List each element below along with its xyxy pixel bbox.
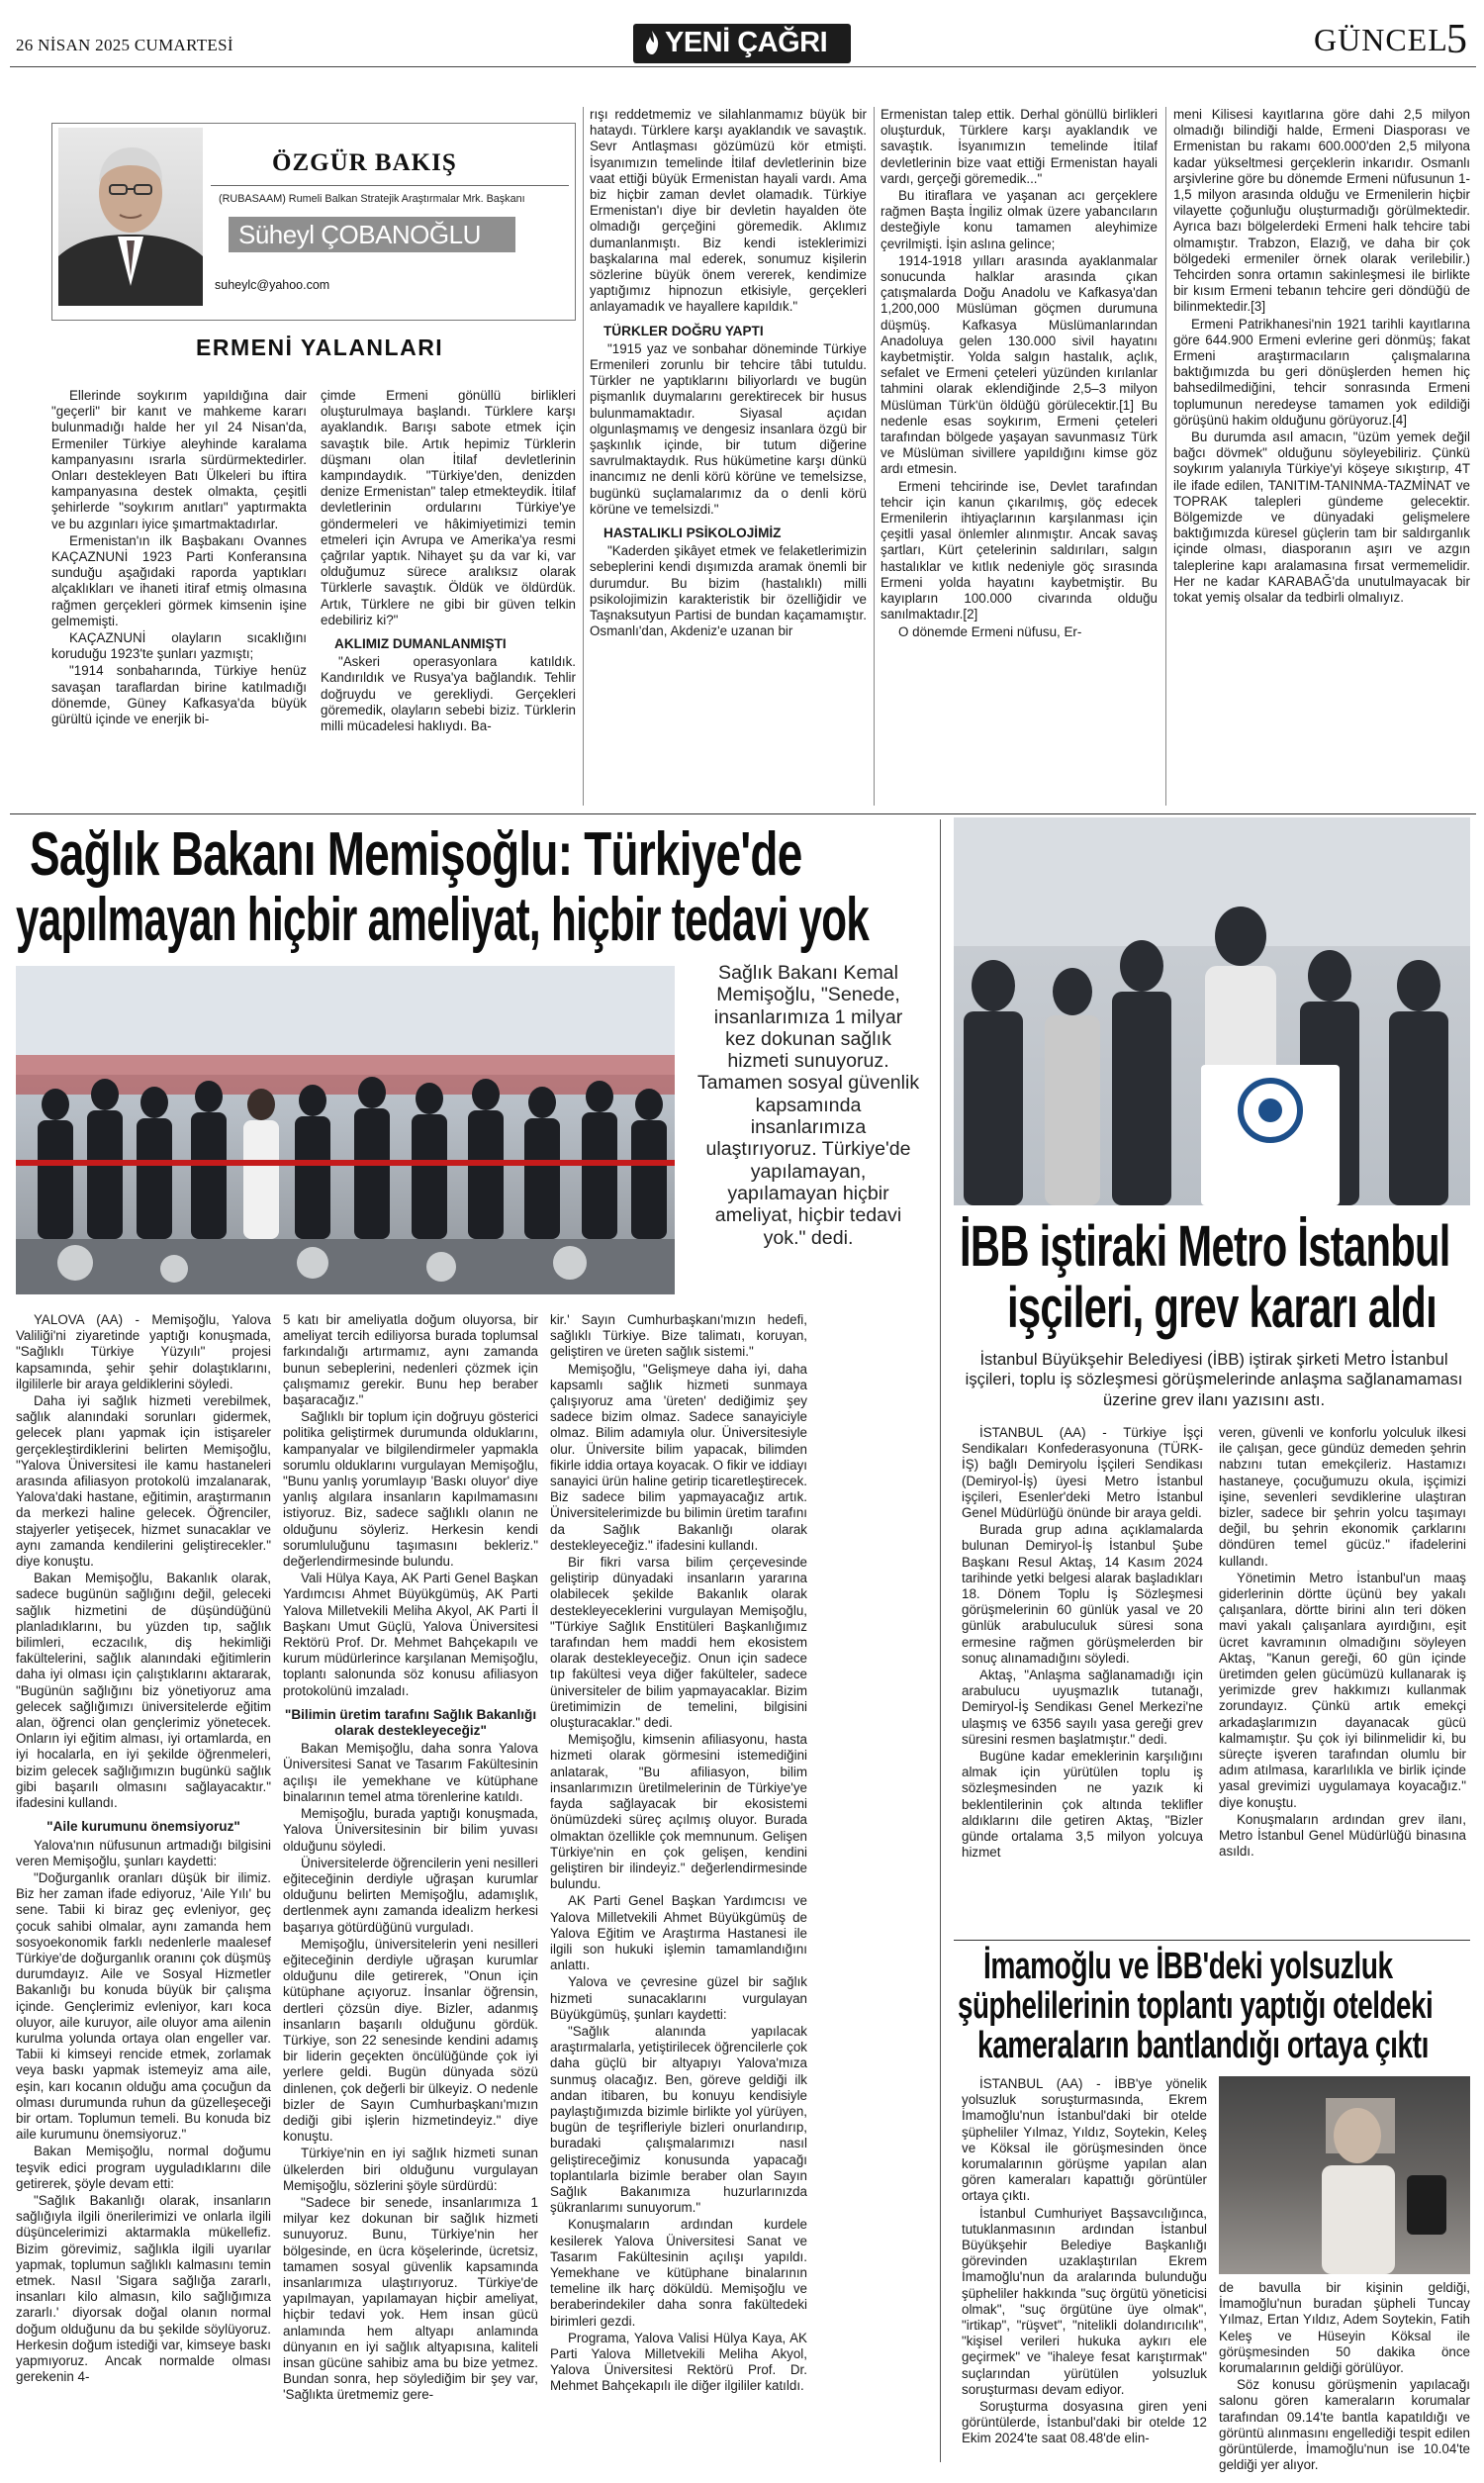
masthead xyxy=(0,0,1484,63)
paragraph: de bavulla bir kişinin geldiği, İmamoğlu'nun buradan şüpheli Tuncay Yılmaz, Ertan Yıldız, Adem Soytekin, Fatih Keleş ve Hüseyin Köksal ile görüşmesinden 50 dakika önce korumalarının geldiği görülüyor. xyxy=(1219,2280,1470,2376)
section-name: GÜNCEL xyxy=(1314,22,1448,57)
paragraph: Ermenistan'ın ilk Başbakanı Ovannes KAÇAZNUNİ 1923 Parti Konferansına sunduğu aşağıdaki raporda yaptıkları alçaklıkları ve ihaneti itiraf etmiş olmasına rağmen gerçekleri görmek kimsenin işine gelmemişti. xyxy=(51,532,307,628)
author-email: suheylc@yahoo.com xyxy=(215,278,330,292)
paragraph: YALOVA (AA) - Memişoğlu, Yalova Valiliği'ni ziyaretinde yaptığı konuşmada, "Sağlıklı Türkiye Yüzyılı" projesi kapsamında, şehir şehir dolaştıklarını, ilgililerle bir araya geldiklerini söyledi. xyxy=(16,1312,271,1391)
masthead-rule xyxy=(10,66,1476,67)
page-number: 5 xyxy=(1446,17,1467,62)
column-divider xyxy=(583,107,584,806)
paragraph: "1915 yaz ve sonbahar döneminde Türkiye Ermenileri zorunlu bir tehcire tâbi tutuldu. Türkler ne yaptıklarını biliyorlardı ve bugün pişmanlık duymalarını gerektirecek bir husus bulunmamaktadır. Siyasal açıdan olgunlaşmamış ve dengesiz insanlara özgü bir şaşkınlık içinde, bir tutum diğerine savrulmaktaydık. Rus hükümetine karşı dünkü inancımız ne denli körü körüne ve temelsizse, bugünkü suçlamalarımız da o denli körü körüne ve temelsizdi." xyxy=(590,340,867,517)
author-portrait-icon xyxy=(58,128,203,306)
imamoglu-headline-line1: İmamoğlu ve İBB'deki yolsuzluk xyxy=(983,1946,1393,1987)
imamoglu-col2 xyxy=(1219,2280,1470,2474)
column-col5 xyxy=(1173,107,1470,607)
health-subheading: "Bilimin üretim tarafını Sağlık Bakanlığı olarak destekleyeceğiz" xyxy=(284,1706,537,1739)
column-header-rule xyxy=(211,185,569,186)
paragraph: "1914 sonbaharında, Türkiye henüz savaşan taraflardan birine katılmadığı dönemde, Güney Kafkasya'da büyük gürültü içinde ve enerjik bi- xyxy=(51,663,307,727)
column-header: ÖZGÜR BAKIŞ xyxy=(272,149,457,176)
paragraph: Bir fikri varsa bilim çerçevesinde geliştirip dünyadaki insanların yararına olabilecek şekilde Bakanlık olarak destekleyeceklerini vurgulayan Memişoğlu, "Türkiye Sağlık Enstitüleri Başkanlığımız tarafından hem maddi hem ekosistem olarak destekleyeceğiz. Onun için sadece tıp fakültesi veya diğer fakülteler, sadece üniversiteler de bilim yapmayacaklar. Bizim üretimimizin de temelini, bilgisini oluşturacaklar." dedi. xyxy=(550,1555,807,1731)
paragraph: Konuşmaların ardından grev ilanı, Metro İstanbul Genel Müdürlüğü binasına asıldı. xyxy=(1219,1811,1466,1860)
column-col3 xyxy=(590,107,867,641)
hotel-camera-photo xyxy=(1219,2076,1470,2274)
paragraph: veren, güvenli ve konforlu yolculuk ilkesi ile çalışan, gece gündüz demeden şehrin nabzını tutan emekçileriz. Hastamızı hastaneye, çocuğumuzu okula, işçimizi işine, sevenleri sevdiklerine ulaştıran bizler, sadece bir şehrin yolcu taşımayı değil, bu şehrin ekonomik çarklarını döndüren temel gücüz." ifadelerini kullandı. xyxy=(1219,1425,1466,1569)
column-subheading: AKLIMIZ DUMANLANMIŞTI xyxy=(334,636,507,652)
workers-crowd-icon xyxy=(954,817,1470,1205)
paragraph: Soruşturma dosyasına giren yeni görüntülerde, İstanbul'daki bir otelde 12 Ekim 2024'te saat 08.48'de elin- xyxy=(962,2399,1207,2446)
health-headline-line2: yapılmayan hiçbir ameliyat, hiçbir tedavi yok xyxy=(16,886,870,954)
column-subheading: TÜRKLER DOĞRU YAPTI xyxy=(603,323,764,338)
paragraph: "Sadece bir senede, insanlarımıza 1 milyar kez dokunan bir sağlık hizmeti sunuyoruz. Bunu, Türkiye'nin her bölgesinde, en ücra köşelerinde, ücretsiz, tamamen sosyal güvenlik kapsamında insanlarımıza ulaştırıyoruz. Türkiye'de yapılmayan, yapılamayan hiçbir ameliyat, hiçbir tedavi yok. Hem insan gücü anlamında hem altyapı anlamında dünyanın en iyi sağlık altyapısına, kaliteli insan gücüne sahibiz ama bu bize yetmez. Bundan sonra, hep söylediğim bir şey var, 'Sağlıkta üretmemiz gere- xyxy=(283,2194,538,2403)
paragraph: kir.' Sayın Cumhurbaşkanı'mızın hedefi, sağlıklı Türkiye. Bize talimatı, koruyan, geliştiren ve üreten sağlık sistemi." xyxy=(550,1312,807,1360)
flame-icon xyxy=(643,30,661,55)
paragraph: rışı reddetmemiz ve silahlanmamız büyük bir hataydı. Türklere karşı ayaklandık ve savaştık. Sevr Antlaşması gözümüzü kör etmişti. İsyanımızın temelinde İtilaf devletlerinin bize vaat ettiği büyük Ermenistan hayali vardı. Ama biz hiçbir zaman devlet olamadık. Türkiye Ermenistan'ı diye bir devletin hayalden öte olmadığı gerçeğini göremedik. Aklımız dumanlanmıştı. Biz kendi isteklerimizi başkalarına mal ederek, sonumuz kişilerin sözlerine büyük önem vererek, kendimize yaptığımız hipnozun etkisiyle, gerçekleri anlayamadık ve hayallere kapıldık." xyxy=(590,107,867,315)
health-col3 xyxy=(550,1312,807,2396)
paragraph: Burada grup adına açıklamalarda bulunan Demiryol-İş İstanbul Şube Başkanı Resul Aktaş, 14 Kasım 2024 tarihinde yetki belgesi alarak başladıkları 18. Dönem Toplu İş Sözleşmesi görüşmelerinin 60 günlük yasal ve 20 günlük arabuluculuk süresi sona ermesine rağmen görüşmelerden bir sonuç alınamadığını söyledi. xyxy=(962,1522,1203,1666)
logo-text: YENİ ÇAĞRI xyxy=(665,27,828,58)
paragraph: Ermenistan talep ettik. Derhal gönüllü birlikleri oluşturduk, Türklere karşı ayaklandık ve savaştık. İsyanımızın temelinde İtilaf devletlerinin bize vaat ettiği Ermenistan hayali vardı, gerçeği göremedik..." xyxy=(881,107,1158,186)
paragraph: Yönetimin Metro İstanbul'un maaş giderlerinin dörtte üçünü bey yakalı çalışanlara, dörtte birini alın teri döken mavi yakalı çalışanlara ayırdığını, eşit ücret kavramının olmadığını söyleyen Aktaş, "Kanun gereği, 60 gün içinde üretimden gelen gücümüzü kullanarak iş yerimizde grev hakkımızı kullanmak zorundayız. Çünkü artık emekçi arkadaşlarımızın dayanacak gücü kalmamıştır. Şu çok iyi bilinmelidir ki, bu süreçte işveren tarafından olumlu bir adım atılmasa, kararlılıkla ve birlik içinde yasal grevimizi uygulamaya koyacağız." diye konuştu. xyxy=(1219,1570,1466,1810)
paragraph: Memişoğlu, "Gelişmeye daha iyi, daha kapsamlı sağlık hizmeti sunmaya çalışıyoruz ama 'üreten' dediğimiz şey sadece bizim olmaz. Sadece sanayiciyle olmaz. Bilim adamıyla olur. Üniversitesiyle olur. Üniversite bilim yapacak, bilimden fikirle iddia ortaya koyacak. O fikir ve iddiayı sanayici ürün haline getirip ticaretleştirecek. Biz sadece bilim yapmayacağız artık. Üniversitelerimizde bu bilimin üretim tarafını da Sağlık Bakanlığı olarak destekleyeceğiz." ifadesini kullandı. xyxy=(550,1361,807,1553)
paragraph: Bu itiraflara ve yaşanan acı gerçeklere rağmen Başta İngiliz olmak üzere yabancıların desteğiyle konu tamamen aleyhimize çevrilmişti. İşin aslına gelince; xyxy=(881,188,1158,251)
column-col2 xyxy=(321,388,576,735)
imamoglu-col1 xyxy=(962,2076,1207,2448)
paragraph: Bakan Memişoğlu, daha sonra Yalova Üniversitesi Sanat ve Tasarım Fakültesinin açılışı ile yemekhane ve kütüphane binalarının temel atma törenlerine katıldı. xyxy=(283,1741,538,1804)
paragraph: Daha iyi sağlık hizmeti verebilmek, sağlık alanındaki sorunları gidermek, gelecek planı yapmak için istişareler gerçekleştirdiklerini belirten Memişoğlu, "Yalova Üniversitesi ile kamu hastaneleri arasında afiliasyon protokolü imzalanarak, Yalova'daki hastane, eğitimin, araştırmanın da merkezi haline gelecek. Öğrenciler, stajyerler yetişecek, hizmet sunacaklar ve aynı zamanda kendilerini geliştirecekler." diye konuştu. xyxy=(16,1393,271,1570)
paragraph: Yalova ve çevresine güzel bir sağlık hizmeti sunacaklarını vurgulayan Büyükgümüş, şunları kaydetti: xyxy=(550,1974,807,2022)
paragraph: "Doğurganlık oranları düşük bir ilimiz. Biz her zaman ifade ediyoruz, 'Aile Yılı' bu sene. Tabii ki biraz geç evleniyor, geç çocuk sahibi olmalar, aynı zamanda hem sosyoekonomik farklı nedenlerle maalesef Türkiye'de doğurganlık oranını çok düşmüş durumdayız. Aile ve Sosyal Hizmetler Bakanlığı bu konuda büyük bir çalışma içinde. Gençlerimiz evleniyor, karı koca oluyor, aile kuruyor, aile oluyor ama ailenin kurulma yolunda ortaya olan engeller var. Tabii ki kimseyi rencide etmek, zorlamak veya baskı yapmak istemeyiz ama aile, eşin, karı kocanın olduğu ama çocuğun da olması durumunda ruhun da güzelleşeceği bir ortam. Toplumun temeli. Bu konuda biz aile kurumunu önemsiyoruz." xyxy=(16,1869,271,2143)
health-pull-quote: Sağlık Bakanı Kemal Memişoğlu, "Senede, insanlarımıza 1 milyar kez dokunan sağlık hizmeti sunuyoruz. Tamamen sosyal güvenlik kapsamında insanlarımıza ulaştırıyoruz. Türkiye'de yapılamayan, yapılamayan hiçbir ameliyat, hiçbir tedavi yok." dedi. xyxy=(696,962,920,1249)
paragraph: Ermeni tehcirinde ise, Devlet tarafından tehcir için kanun çıkarılmış, göç edecek Ermenilerin ihtiyaçlarının karşılanması için çeşitli yasal önlemler alınmıştır. Ancak savaş şartları, Kürt çetelerinin saldırıları, salgın hastalıklar ve kıtlık nedeniyle göç sırasında Ermeni yolda hayatını kaybetmiştir. Bu kayıpların 100.000 civarında olduğu sanılmaktadır.[2] xyxy=(881,478,1158,622)
ceremony-crowd-icon xyxy=(16,966,675,1294)
paragraph: Ellerinde soykırım yapıldığına dair "geçerli" bir kanıt ve mahkeme kararı bulunmadığı halde her yıl 24 Nisan'da, Ermeniler Türkiye aleyhinde karalama kampanyasını ısrarla sürdürmektedirler. Onları destekleyen Batı Ülkeleri bu iftira kampanyasına destek olmakta, çeşitli şehirlerde "soykırım anıtları" yaptırmakta ve bu azgınları iyice şımartmaktadırlar. xyxy=(51,388,307,531)
paragraph: Ermeni Patrikhanesi'nin 1921 tarihli kayıtlarına göre 644.900 Ermeni evlerine geri dönmüş; fakat Ermeni araştırmacıların çalışmalarına baktığımızda bu geri dönüşlerden hemen hiç bahsedilmediğini, tehcir sonrasında Ermeni toplumunun neredeyse tamamen yok edildiği görüşünü hakim olduğunu görüyoruz.[4] xyxy=(1173,316,1470,428)
metro-headline-line1: İBB iştiraki Metro İstanbul xyxy=(960,1214,1450,1279)
paragraph: Bugüne kadar emeklerinin karşılığını almak için yürütülen toplu iş sözleşmesinden ne yazık ki beklentilerinin çok altında teklifler aldıklarını dile getiren Aktaş, "Bizler günde ortalama 3,5 milyon yolcuya hizmet xyxy=(962,1749,1203,1861)
paragraph: Memişoğlu, kimsenin afiliasyonu, hasta hizmeti olarak görmesini istemediğini anlatarak, "Bu afiliasyon, bilim insanlarımızın üretilmelerinin de Türkiye'ye fayda sağlayacak bir ekosistemi önümüzdeki süreç açılmış oluyor. Burada olmaktan özellikle çok memnunum. Gelişen Türkiye'nin en çok gelişen, kendini geliştiren bir ilindeyiz." değerlendirmesinde bulundu. xyxy=(550,1732,807,1892)
paragraph: Aktaş, "Anlaşma sağlanamadığı için arabulucu uyuşmazlık tutanağı, Demiryol-İş Sendikası Genel Merkezi'ne ulaşmış ve 6356 sayılı yasa gereği grev süresini resmen başlatmıştır." dedi. xyxy=(962,1668,1203,1747)
paragraph: Programa, Yalova Valisi Hülya Kaya, AK Parti Yalova Milletvekili Meliha Akyol, Yalova Üniversitesi Rektörü Prof. Dr. Mehmet Bahçekapılı ile diğer ilgililer katıldı. xyxy=(550,2330,807,2394)
metro-col1 xyxy=(962,1425,1203,1862)
health-col2 xyxy=(283,1312,538,2405)
paragraph: Konuşmaların ardından kurdele kesilerek Yalova Üniversitesi Sanat ve Tasarım Fakültesinin açılışı yapıldı. Yemekhane ve kütüphane binalarının temeline ilk harç döküldü. Memişoğlu ve beraberindekiler daha sonra fakültedeki birimleri gezdi. xyxy=(550,2217,807,2329)
paragraph: Bakan Memişoğlu, normal doğumu teşvik edici program uyguladıklarını dile getirerek, şöyle devam etti: xyxy=(16,2144,271,2191)
paragraph: 5 katı bir ameliyatla doğum oluyorsa, bir ameliyat tercih ediliyorsa burada toplumsal farkındalığı artırmamız, aynı zamanda bunun sebeplerini, nedenleri çözmek için çalışmamız gerekir. Bunu hep beraber başaracağız." xyxy=(283,1312,538,1408)
paragraph: Sağlıklı bir toplum için doğruyu gösterici politika geliştirmek durumunda olduklarını, kampanyalar ve bilgilendirmeler yapmakla sorumlu olduklarını vurgulayan Memişoğlu, "Bunu yanlış yorumlayıp 'Baskı oluyor' diye yanlış algılara insanların kapılmamasını istiyoruz. Biz, sadece sağlıklı olanın ne olduğunu söyleriz. Herkesin kendi sorumluluğunu taşımasını bekleriz." değerlendirmesinde bulundu. xyxy=(283,1409,538,1570)
paragraph: KAÇAZNUNİ olayların sıcaklığını koruduğu 1923'te şunları yazmıştı; xyxy=(51,630,307,662)
cctv-figure-icon xyxy=(1219,2076,1470,2274)
imamoglu-headline-line2: şüphelilerinin toplantı yaptığı oteldeki xyxy=(958,1985,1434,2027)
health-headline-line1: Sağlık Bakanı Memişoğlu: Türkiye'de xyxy=(30,820,802,889)
paragraph: "Sağlık Bakanlığı olarak, insanların sağlığıyla ilgili önerilerimizi ve onlarla ilgili düşüncelerimizi aktarmakla mükellefiz. Bizim görevimiz, sağlıkla ilgili uyarılar yapmak, toplumun sağlıklı kalmasını temin etmek. Nasıl 'Sigara sağlığa zararlı, insanları kilo almasın, kilo sağlığımıza zararlı.' diyorsak doğal olanın normal doğum olduğunu da bu şekilde söylüyoruz. Herkesin doğum istediği var, kimseye baskı yapmıyoruz. Ancak normalde olması gerekenin 4- xyxy=(16,2192,271,2385)
column-divider xyxy=(874,107,875,806)
paragraph: Yalova'nın nüfusunun artmadığı bilgisini veren Memişoğlu, şunları kaydetti: xyxy=(16,1837,271,1868)
metro-headline-line2: işçileri, grev kararı aldı xyxy=(1007,1276,1437,1340)
health-col1 xyxy=(16,1312,271,2386)
paragraph: Memişoğlu, üniversitelerin yeni nesilleri eğiteceğinin derdiyle uğraşan kurumlar olduğunu dile getirerek, "Onun için kütüphane açıyoruz. İnsanlar öğrensin, dertleri çözsün diye. Bizler, adanmış insanların başarılı olduğunu gördük. Türkiye, son 22 senesinde kendini adamış bir liderin geçekten öncülüğünde çok iyi yerlere geldi. Bugün dünyada sözü dinlenen, çok değerli bir ülkeyiz. O nedenle bizler de Sayın Cumhurbaşkanı'mızın dediği gibi işlerin hizmetindeyiz." diye konuştu. xyxy=(283,1936,538,2145)
paragraph: Türkiye'nin en iyi sağlık hizmeti sunan ülkelerden biri olduğunu vurgulayan Memişoğlu, sözlerini şöyle sürdürdü: xyxy=(283,2146,538,2193)
issue-date: 26 NİSAN 2025 CUMARTESİ xyxy=(16,36,233,54)
metro-workers-photo xyxy=(954,817,1470,1205)
paragraph: meni Kilisesi kayıtlarına göre dahi 2,5 milyon olmadığı bilindiği halde, Ermeni Diasporası ve Ermenistan bu rakamı 600.000'den 2,5 milyona kadar yükseltmesi gerçeklerin inkarıdır. Osmanlı arşivlerine göre bu dönemde Ermeni nüfusunun 1-1,5 milyon arasında olduğu ve Ermenilerin hiçbir vilayette çoğunluğu oluşturmadığı görülmektedir. Ayrıca bazı bölgelerdeki Ermeni halk tehcire tabi olmamıştır. Trabzon, Elazığ, ve daha bir çok bölgedeki ermeniler örnek olarak verilebilir.) Tehcirden sonra ortamın sakinleşmesi ile birlikte bir kısım Ermeni tebanın tehcire geri döndüğü de bilinmektedir.[3] xyxy=(1173,107,1470,315)
section-divider xyxy=(954,1940,1470,1941)
paragraph: "Kaderden şikâyet etmek ve felaketlerimizin sebeplerini kendi dışımızda aramak önemli bir durumdur. Bu bizim (hastalıklı) milli psikolojimizin karakteristik bir özelliğidir ve Taşnaksutyun Partisi de bundan kaçamamıştır. Osmanlı'dan, Akdeniz'e uzanan bir xyxy=(590,543,867,639)
paragraph: Memişoğlu, burada yaptığı konuşmada, Yalova Üniversitesinin bir bilim yuvası olduğunu söyledi. xyxy=(283,1806,538,1854)
metro-deck: İstanbul Büyükşehir Belediyesi (İBB) iştirak şirketi Metro İstanbul işçileri, toplu iş sözleşmesi görüşmelerinde anlaşma sağlanamaması üzerine grev ilanı yazısını astı. xyxy=(965,1350,1463,1409)
column-subheading: HASTALIKLI PSİKOLOJİMİZ xyxy=(603,525,782,541)
paragraph: Söz konusu görüşmenin yapılacağı salonu gören kameraların korumalar tarafından 09.14'te bantla kapatıldığı ve görüntü alınmasını engellediği tespit edilen görüntülerde, İmamoğlu'nun ise 10.04'te geldiği yer alıyor. xyxy=(1219,2377,1470,2473)
column-title: ERMENİ YALANLARI xyxy=(196,334,444,360)
column-col4 xyxy=(881,107,1158,641)
paragraph: İstanbul Cumhuriyet Başsavcılığınca, tutuklanmasının ardından İstanbul Büyükşehir Belediye Başkanlığı görevinden uzaklaştırılan Ekrem İmamoğlu'nun da aralarında bulunduğu şüpheliler hakkında "suç örgütü yöneticisi olmak", "suç örgütüne üye olmak", "irtikap", "rüşvet", "nitelikli dolandırıcılık", "kişisel verileri hukuka aykırı ele geçirmek" ve "ihaleye fesat karıştırmak" suçlarından yürütülen yolsuzluk soruşturması devam ediyor. xyxy=(962,2205,1207,2397)
paragraph: Bakan Memişoğlu, Bakanlık olarak, sadece bugünün sağlığını değil, geleceki sağlık hizmetini de düşündüğünü planladıklarını, bu yüzden tıp, sağlık bilimleri, eczacılık, diş hekimliği fakültelerini, sağlık alanındaki eğitimlerin daha iyi olması için çalıştıklarını aktararak, "Bugünün sağlığını biz yönetiyoruz ama gelecek sağlığımızı üniversitelerde eğitim alan, öğrenci olan gençlerimiz yönetecek. Onların iyi eğitim alması, iyi ortamlarda, en iyi hocalarla, en iyi şekilde öğrenmeleri, bizim gelecek sağlığımızın bugünkü sağlık gibi başarılı olmasını sağlayacaktır." ifadesini kullandı. xyxy=(16,1571,271,1811)
paragraph: AK Parti Genel Başkan Yardımcısı ve Yalova Milletvekili Ahmet Büyükgümüş de Yalova Eğitim ve Araştırma Hastanesi ile ilgili son hukuki işlemin tamamlandığını anlattı. xyxy=(550,1893,807,1973)
column-divider xyxy=(940,819,941,2462)
paragraph: İSTANBUL (AA) - İBB'ye yönelik yolsuzluk soruşturmasında, Ekrem İmamoğlu'nun İstanbul'daki bir otelde şüpheliler Yılmaz, Yıldız, Soytekin, Keleş ve Köksal ile görüşmesinden önce korumalarının görüşme yapılan alan gören kameraları kapattığı görüntüler ortaya çıktı. xyxy=(962,2076,1207,2204)
paragraph: 1914-1918 yılları arasında ayaklanmalar sonucunda halklar arasında çıkan çatışmalarda Doğu Anadolu ve Kafkasya'dan 1,200,000 Müslüman göçmen durumuna düşmüş. Kafkasya Müslümanlarından Anadoluya gelen 130.000 sivil hayatını kaybetmiştir. Yolda salgın hastalık, açlık, sefalet ve Ermeni çeteleri yüzünden kırılanlar tahmini olarak eklendiğinde 2,5–3 milyon Müslüman Türk'ün öldüğü görülecektir.[1] Bu nedenle esas soykırım, Ermeni çeteleri tarafından bölgede yaşayan savunmasız Türk ve Müslüman sivillere yapıldığını kimse göz ardı etmesin. xyxy=(881,252,1158,477)
author-box xyxy=(51,123,576,321)
imamoglu-headline-line3: kameraların bantlandığı ortaya çıktı xyxy=(977,2025,1429,2066)
paragraph: çimde Ermeni gönüllü birlikleri oluşturulmaya başlandı. Türklere karşı ayaklandık. Barışı sabote etmek için savaştık bile. Artık hepimiz Türklerin düşmanı olan İtilaf devletlerinin kampındaydık. "Türkiye'den, denizden denize Ermenistan" talep etmekteydik. İtilaf devletlerinin ordularını Türkiye'ye göndermeleri ve hâkimiyetimizi temin etmeleri için Avrupa ve Amerika'ya resmi çağrılar yaptık. Nihayet şu da var ki, var olduğumuz sürece aralıksız olarak Türklerle savaştık. Öldük ve öldürdük. Artık, Türklere ne gibi bir güven telkin edebiliriz ki?" xyxy=(321,388,576,627)
column-col1 xyxy=(51,388,307,728)
paragraph: Üniversitelerde öğrencilerin yeni nesilleri eğiteceğinin derdiyle uğraşan kurumlar olduğunu belirten Memişoğlu, adamışlık, dertlenmek aynı zamanda idealizm herkesi başarıya götürdüğünü vurguladı. xyxy=(283,1855,538,1935)
ribbon-ceremony-photo xyxy=(16,966,675,1294)
health-subheading: "Aile kurumunu önemsiyoruz" xyxy=(46,1819,240,1835)
column-divider xyxy=(1165,107,1166,806)
author-photo xyxy=(58,128,203,306)
paragraph: "Askeri operasyonlara katıldık. Kandırıldık ve Rusya'ya bağlandık. Tehlir doğruydu ve gerekliydi. Gerçekleri göremedik, olayların sebebi biziz. Türklerin milli mücadelesi haklıydı. Ba- xyxy=(321,654,576,734)
author-name: Süheyl ÇOBANOĞLU xyxy=(238,220,481,249)
paragraph: O dönemde Ermeni nüfusu, Er- xyxy=(898,623,1082,639)
masthead-logo xyxy=(633,24,851,63)
paragraph: Vali Hülya Kaya, AK Parti Genel Başkan Yardımcısı Ahmet Büyükgümüş, AK Parti Yalova Milletvekili Meliha Akyol, AK Parti İl Başkanı Umut Güçlü, Yalova Üniversitesi Rektörü Prof. Dr. Mehmet Bahçekapılı ve kurum müdürlerince karşılanan Memişoğlu, toplantı salonunda söz konusu afiliasyon protokolünü imzaladı. xyxy=(283,1571,538,1698)
paragraph: İSTANBUL (AA) - Türkiye İşçi Sendikaları Konfederasyonuna (TÜRK-İŞ) bağlı Demiryolu İşçileri Sendikası (Demiryol-İş) üyesi Metro İstanbul işçileri, Esenler'deki Metro İstanbul Genel Müdürlüğü önünde bir araya geldi. xyxy=(962,1425,1203,1521)
section-divider xyxy=(10,813,1476,814)
metro-col2 xyxy=(1219,1425,1466,1861)
author-title: (RUBASAAM) Rumeli Balkan Stratejik Araştırmalar Mrk. Başkanı xyxy=(219,193,525,205)
paragraph: "Sağlık alanında yapılacak araştırmalarla, yetiştirilecek öğrencilerle çok daha güçlü bir altyapıyı Yalova'mıza sunmuş olacağız. Ben, göreve geldiği ilk andan itibaren, bu konuyu kendisiyle paylaştığımızda bizimle birlikte yol yürüyen, bugün de teşrifleriyle bizleri onurlandırıp, buradaki çalışmalarımızı nasıl geliştireceğimiz konusunda yapacağı toplantılarla bizimle beraber olan Sayın Sağlık Bakanımıza huzurlarınızda şükranlarımı sunuyorum." xyxy=(550,2023,807,2216)
paragraph: Bu durumda asıl amacın, "üzüm yemek değil bağcı dövmek" olduğunu söyleyebiliriz. Çünkü soykırım yalanıyla Türkiye'yi köşeye sıkıştırıp, 4T ile ifade edilen, TANITIM-TANINMA-TAZMİNAT ve TOPRAK talepleri gündeme gelecektir. Bölgemizde ve dünyadaki gelişmelere baktığımızda küresel güçlerin tam bir saldırganlık içinde olması, diasporanın aşırı ve azgın taleplerine kapı aralamasına fırsat vermemelidir. Her ne kadar KARABAĞ'da unutulmayacak bir tokat yemiş olsalar da tedbirli olmalıyız. xyxy=(1173,430,1470,606)
author-name-badge xyxy=(229,217,515,252)
